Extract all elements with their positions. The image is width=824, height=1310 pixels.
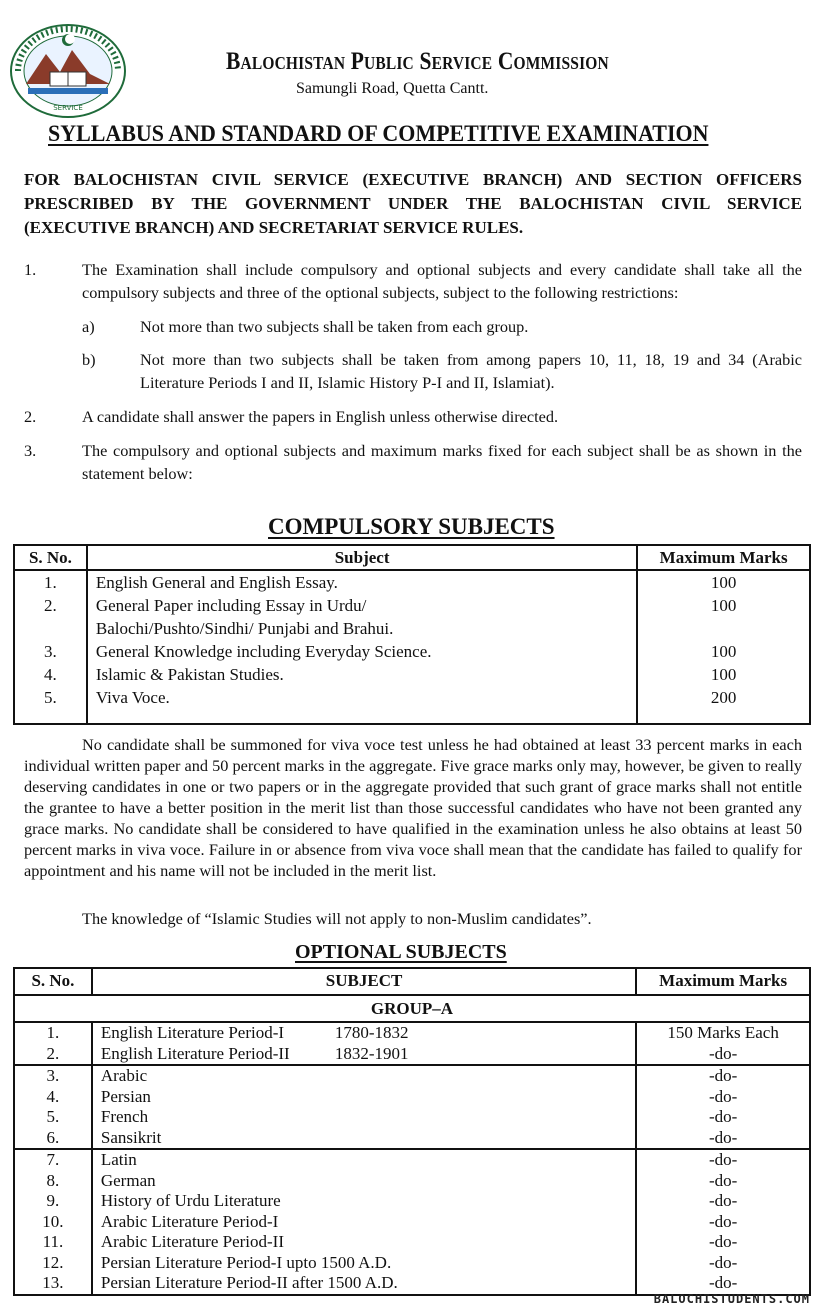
- row-marks: 100: [710, 596, 737, 615]
- row-marks: -do-: [708, 1086, 738, 1106]
- subject-name: History of Urdu Literature: [100, 1191, 281, 1210]
- row-subject: [92, 1128, 636, 1150]
- row-sno: 6.: [14, 1128, 92, 1150]
- optional-block-2: [14, 1065, 810, 1149]
- row-marks: -do-: [708, 1107, 738, 1126]
- row-sno: 1.: [14, 1022, 92, 1044]
- table-header-row: [14, 545, 810, 570]
- table-row: [14, 1149, 810, 1171]
- row-subject: [92, 1022, 636, 1044]
- row-subject: [92, 1232, 636, 1253]
- col-subject-header: SUBJECT: [92, 968, 636, 995]
- site-watermark: BALOCHISTUDENTS.COM: [653, 1292, 810, 1306]
- row-sno: 2.: [14, 594, 87, 617]
- row-sno: 3.: [14, 1065, 92, 1087]
- compulsory-table: [13, 544, 811, 725]
- table-filler-row: [14, 709, 810, 724]
- subject-name: English Literature Period-I: [100, 1023, 285, 1042]
- subject-period: 1832-1901: [334, 1043, 409, 1063]
- row-sno: [14, 617, 87, 640]
- col-sno-header: S. No.: [14, 968, 92, 995]
- row-subject: [92, 1107, 636, 1128]
- row-sno: 3.: [14, 640, 87, 663]
- subject-name: Arabic Literature Period-II: [100, 1232, 284, 1251]
- subject-name: French: [100, 1107, 149, 1126]
- rule-number: a): [82, 317, 95, 336]
- subject-name: Persian Literature Period-I upto 1500 A.D.: [100, 1252, 392, 1272]
- page-title: SYLLABUS AND STANDARD OF COMPETITIVE EXAMINATION: [48, 121, 709, 146]
- subject-name: Arabic Literature Period-I: [100, 1211, 279, 1231]
- table-row: [14, 617, 810, 640]
- row-marks: 200: [710, 688, 737, 707]
- subject-name: Persian Literature Period-II after 1500 A.D.: [100, 1273, 398, 1292]
- row-subject: English General and English Essay.: [87, 570, 637, 594]
- row-subject: [92, 1149, 636, 1171]
- subject-period: 1780-1832: [334, 1023, 409, 1042]
- svg-text:SERVICE: SERVICE: [53, 104, 83, 112]
- rule-3: [24, 439, 802, 485]
- subject-name: English Literature Period-II: [100, 1043, 290, 1063]
- rule-text: The compulsory and optional subjects and maximum marks fixed for each subject shall be as shown in the statement below:: [82, 441, 802, 483]
- row-marks: -do-: [708, 1232, 738, 1251]
- row-subject: General Knowledge including Everyday Science.: [87, 640, 637, 663]
- rule-1: [24, 258, 802, 304]
- rule-number: 2.: [24, 407, 37, 426]
- group-row: [14, 995, 810, 1022]
- row-sno: 2.: [14, 1044, 92, 1066]
- table-row: [14, 1191, 810, 1212]
- empty-cell: [87, 709, 637, 724]
- optional-block-3: [14, 1149, 810, 1295]
- table-row: [14, 686, 810, 709]
- subject-name: German: [100, 1170, 156, 1190]
- table-row: [14, 594, 810, 617]
- table-row: [14, 1253, 810, 1274]
- rule-number: b): [82, 350, 96, 369]
- row-subject: Balochi/Pushto/Sindhi/ Punjabi and Brahui.: [87, 617, 637, 640]
- table-row: [14, 663, 810, 686]
- row-sno: 12.: [14, 1253, 92, 1274]
- row-sno: 7.: [14, 1149, 92, 1171]
- row-sno: 9.: [14, 1191, 92, 1212]
- rule-2: [24, 405, 802, 428]
- col-subject-header: Subject: [87, 545, 637, 570]
- row-marks: -do-: [708, 1043, 738, 1063]
- row-sno: 5.: [14, 686, 87, 709]
- optional-heading: OPTIONAL SUBJECTS: [295, 941, 507, 963]
- row-marks: -do-: [708, 1127, 738, 1147]
- row-subject: [92, 1087, 636, 1108]
- row-marks: -do-: [708, 1252, 738, 1272]
- row-subject: [92, 1171, 636, 1192]
- rule-number: 1.: [24, 260, 37, 279]
- rule-text: Not more than two subjects shall be taken from each group.: [140, 317, 529, 336]
- table-row: [14, 1212, 810, 1233]
- table-row: [14, 640, 810, 663]
- col-marks-header: Maximum Marks: [659, 971, 788, 990]
- table-row: [14, 1232, 810, 1253]
- rule-text: A candidate shall answer the papers in English unless otherwise directed.: [82, 407, 559, 426]
- table-row: [14, 1171, 810, 1192]
- row-marks: -do-: [708, 1150, 738, 1169]
- row-sno: 1.: [14, 570, 87, 594]
- table-row: [14, 1107, 810, 1128]
- bpsc-seal-icon: [8, 22, 128, 120]
- table-row: [14, 1022, 810, 1044]
- row-marks: -do-: [708, 1066, 738, 1085]
- row-marks: -do-: [708, 1170, 738, 1190]
- row-sno: 13.: [14, 1273, 92, 1295]
- row-sno: 10.: [14, 1212, 92, 1233]
- subject-name: Latin: [100, 1150, 137, 1169]
- table-row: [14, 1087, 810, 1108]
- row-sno: 4.: [14, 1087, 92, 1108]
- row-marks: [637, 617, 810, 640]
- empty-cell: [14, 709, 87, 724]
- viva-voce-paragraph: No candidate shall be summoned for viva voce test unless he had obtained at least 33 percent marks in each individual written paper and 50 percent marks in the aggregate. Five grace marks only may, however, be given to really deserving candidates in one or two papers or in the aggregate provided that such grant of grace marks shall not entitle the grantee to have a better position in the merit list than those successful candidates who have not been granted any grace marks. No candidate shall be considered to have qualified in the examination unless he also obtains at least 50 percent marks in viva voce. Failure in or absence from viva voce shall mean that the candidate has failed to qualify for appointment and his name will not be included in the merit list.: [24, 735, 802, 880]
- row-marks: 150 Marks Each: [667, 1023, 779, 1042]
- table-header-row: [14, 968, 810, 995]
- subject-name: Persian: [100, 1086, 151, 1106]
- compulsory-heading: COMPULSORY SUBJECTS: [268, 514, 555, 539]
- table-row: [14, 570, 810, 594]
- table-row: [14, 1128, 810, 1150]
- row-subject: [92, 1065, 636, 1087]
- rule-text: Not more than two subjects shall be taken from among papers 10, 11, 18, 19 and 34 (Arabic Literature Periods I and II, Islamic History P-I and II, Islamiat).: [140, 350, 802, 392]
- row-marks: 100: [710, 573, 737, 592]
- rule-text: The Examination shall include compulsory and optional subjects and every candidate shall take all the compulsory subjects and three of the optional subjects, subject to the following restrictions:: [82, 260, 802, 302]
- table-row: [14, 1044, 810, 1066]
- row-sno: 8.: [14, 1171, 92, 1192]
- row-subject: [92, 1253, 636, 1274]
- rule-1a: [82, 315, 802, 338]
- row-marks: 100: [710, 665, 737, 684]
- row-subject: General Paper including Essay in Urdu/: [87, 594, 637, 617]
- empty-cell: [637, 709, 810, 724]
- islamic-studies-note: The knowledge of “Islamic Studies will not apply to non-Muslim candidates”.: [82, 909, 592, 928]
- optional-block-1: [14, 1022, 810, 1065]
- row-sno: 11.: [14, 1232, 92, 1253]
- subject-name: Arabic: [100, 1066, 148, 1085]
- row-subject: [92, 1273, 636, 1295]
- optional-table: [13, 967, 811, 1296]
- rule-number: 3.: [24, 441, 37, 460]
- organization-name: Balochistan Public Service Commission: [226, 48, 609, 75]
- row-subject: [92, 1212, 636, 1233]
- col-marks-header: Maximum Marks: [659, 548, 788, 567]
- group-label: GROUP–A: [370, 999, 454, 1018]
- subject-name: Sansikrit: [100, 1127, 162, 1147]
- table-row: [14, 1065, 810, 1087]
- intro-heading: FOR BALOCHISTAN CIVIL SERVICE (EXECUTIVE BRANCH) AND SECTION OFFICERS PRESCRIBED BY THE GOVERNMENT UNDER THE BALOCHISTAN CIVIL SERVICE (EXECUTIVE BRANCH) AND SECRETARIAT SERVICE RULES.: [24, 170, 802, 237]
- row-subject: Viva Voce.: [87, 686, 637, 709]
- rule-1b: [82, 348, 802, 394]
- row-sno: 4.: [14, 663, 87, 686]
- row-subject: [92, 1191, 636, 1212]
- row-marks: 100: [710, 642, 737, 661]
- row-subject: [92, 1044, 636, 1066]
- row-marks: -do-: [708, 1273, 738, 1292]
- col-sno-header: S. No.: [14, 545, 87, 570]
- organization-address: Samungli Road, Quetta Cantt.: [296, 80, 489, 97]
- row-subject: Islamic & Pakistan Studies.: [87, 663, 637, 686]
- rules-list: [24, 258, 802, 485]
- compulsory-rows: [14, 570, 810, 724]
- row-sno: 5.: [14, 1107, 92, 1128]
- row-marks: -do-: [708, 1191, 738, 1210]
- row-marks: -do-: [708, 1211, 738, 1231]
